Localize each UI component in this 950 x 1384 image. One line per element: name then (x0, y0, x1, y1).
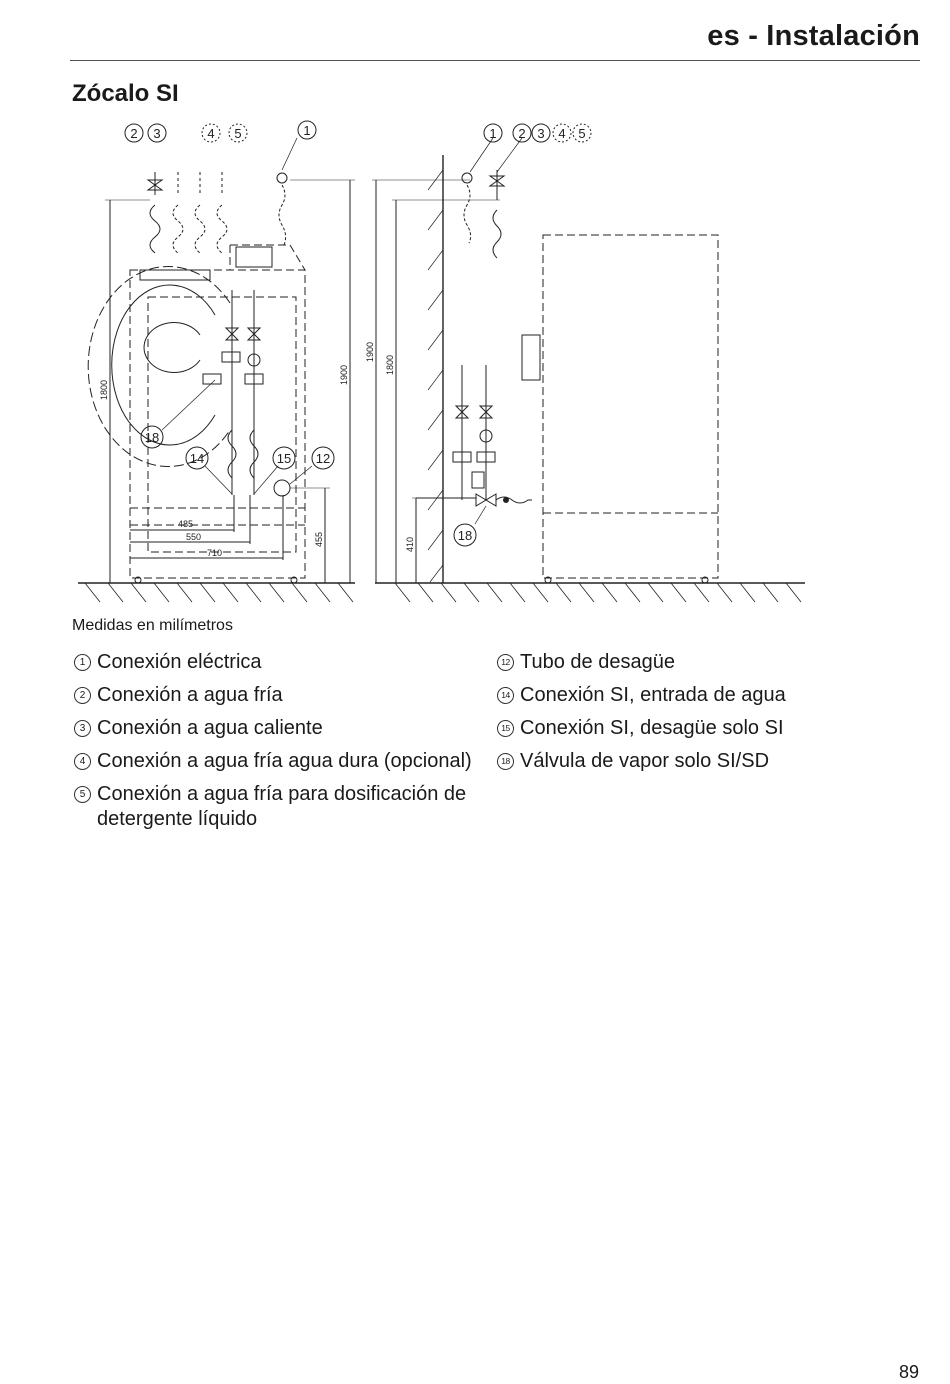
legend-number: 15 (497, 720, 514, 737)
legend-item (497, 716, 927, 741)
legend-text: Válvula de vapor solo SI/SD (520, 750, 770, 772)
dim-label: 455 (314, 531, 324, 547)
installation-diagram (0, 110, 950, 610)
page-number: 89 (898, 1362, 919, 1382)
dim-label: 1900 (339, 364, 349, 385)
header-title: es - Instalación (707, 20, 920, 52)
legend-number: 5 (74, 786, 91, 803)
legend-text: Conexión SI, desagüe solo SI (520, 717, 784, 739)
legend-item (74, 650, 494, 675)
legend-number: 18 (497, 753, 514, 770)
callout-front-top: 4 (207, 126, 215, 141)
legend-item (497, 683, 927, 708)
legend-number: 12 (497, 654, 514, 671)
legend-text: Conexión a agua fría (97, 684, 283, 706)
callout-front-body: 15 (276, 451, 292, 466)
callout-front-top: 1 (303, 123, 311, 138)
figure-caption: Medidas en milímetros (72, 617, 233, 634)
dim-label: 1800 (385, 354, 395, 375)
callout-front-top: 2 (130, 126, 138, 141)
header-divider (70, 60, 920, 61)
callout-side-top: 5 (578, 126, 586, 141)
callout-front-body: 18 (144, 430, 160, 445)
legend-item (497, 650, 927, 675)
legend-text: Conexión a agua fría para dosificación de detergente líquido (97, 783, 467, 830)
callout-side-top: 4 (558, 126, 566, 141)
legend-text: Conexión eléctrica (97, 651, 262, 673)
legend-number: 3 (74, 720, 91, 737)
dim-label: 1800 (99, 379, 109, 400)
dim-label: 710 (207, 548, 223, 558)
legend-item (74, 683, 494, 708)
legend-item (497, 749, 927, 774)
legend-text: Conexión a agua fría agua dura (opcional) (97, 750, 472, 772)
legend-item (74, 716, 494, 741)
callout-side-top: 3 (537, 126, 545, 141)
legend-number: 1 (74, 654, 91, 671)
legend-number: 4 (74, 753, 91, 770)
callout-side-body: 18 (457, 528, 473, 543)
legend-left (74, 650, 494, 840)
section-title: Zócalo SI (72, 80, 179, 107)
dim-label: 550 (186, 532, 202, 542)
callout-side-top: 2 (518, 126, 526, 141)
legend-text: Conexión SI, entrada de agua (520, 684, 786, 706)
legend-number: 14 (497, 687, 514, 704)
dim-label: 410 (405, 536, 415, 552)
legend-item (74, 782, 494, 832)
legend-item (74, 749, 494, 774)
callout-front-body: 14 (189, 451, 205, 466)
callout-front-top: 3 (153, 126, 161, 141)
callout-front-body: 12 (315, 451, 331, 466)
dim-label: 485 (178, 519, 194, 529)
callout-front-top: 5 (234, 126, 242, 141)
legend-text: Conexión a agua caliente (97, 717, 323, 739)
callout-side-top: 1 (489, 126, 497, 141)
legend-number: 2 (74, 687, 91, 704)
legend-text: Tubo de desagüe (520, 651, 675, 673)
dim-label: 1900 (365, 341, 375, 362)
legend-right (497, 650, 927, 782)
